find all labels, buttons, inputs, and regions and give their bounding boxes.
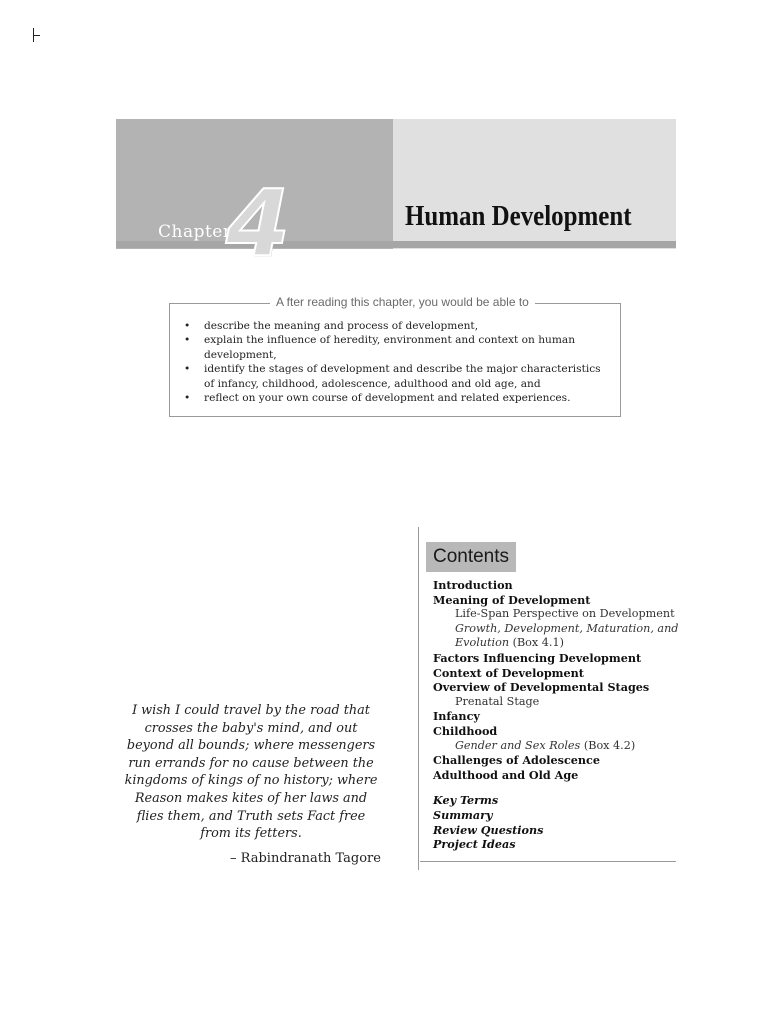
contents-item-infancy[interactable]: Infancy: [433, 709, 480, 724]
epigraph-attribution: [230, 851, 381, 866]
contents-item-prenatal[interactable]: Prenatal Stage: [455, 694, 540, 708]
contents-item-adolescence[interactable]: Challenges of Adolescence: [433, 753, 600, 768]
contents-item-key-terms[interactable]: Key Terms: [433, 793, 499, 808]
chapter-label: Chapter: [158, 222, 232, 242]
bullet-icon: •: [184, 334, 191, 347]
learning-objectives-box: [169, 295, 621, 417]
contents-list: [433, 578, 683, 852]
contents-item-factors[interactable]: Factors Influencing Development: [433, 650, 642, 665]
objective-item: • explain the influence of heredity, environment and context on human development,: [184, 334, 576, 361]
objectives-list: [184, 319, 610, 405]
objective-item: • describe the meaning and process of development,: [184, 320, 479, 332]
attribution-dash: –: [230, 851, 237, 866]
contents-item-review-questions[interactable]: Review Questions: [433, 822, 544, 837]
bullet-icon: •: [184, 320, 191, 332]
bullet-icon: •: [184, 363, 191, 376]
contents-item-meaning[interactable]: Meaning of Development: [433, 592, 591, 607]
contents-item-introduction[interactable]: Introduction: [433, 578, 513, 592]
attribution-author: Rabindranath Tagore: [240, 851, 381, 866]
crop-mark: [32, 28, 42, 42]
objectives-caption: A fter reading this chapter, you would be able to: [270, 295, 535, 309]
objective-item: • identify the stages of development and describe the major characteristics of infancy, childhood, adolescence, adulthood and old age, and: [184, 363, 601, 390]
contents-heading: Contents: [426, 542, 516, 572]
chapter-number: 4: [226, 170, 291, 277]
contents-divider-horizontal: [420, 861, 676, 862]
bullet-icon: •: [184, 392, 191, 405]
contents-item-box-4-1[interactable]: Growth, Development, Maturation, and Evolution (Box 4.1): [455, 621, 679, 650]
header-rule: [116, 241, 676, 248]
chapter-title: Human Development: [405, 200, 632, 232]
contents-divider-vertical: [418, 527, 419, 870]
objective-item: • reflect on your own course of development and related experiences.: [184, 392, 571, 405]
contents-item-childhood[interactable]: Childhood: [433, 723, 498, 738]
contents-item-adulthood[interactable]: Adulthood and Old Age: [433, 767, 579, 782]
contents-item-project-ideas[interactable]: Project Ideas: [433, 837, 516, 852]
contents-item-summary[interactable]: Summary: [433, 807, 493, 822]
contents-item-overview[interactable]: Overview of Developmental Stages: [433, 680, 650, 695]
epigraph-quote: I wish I could travel by the road that crosses the baby's mind, and out beyond all bounds; where messengers run errands for no cause between the kingdoms of kings of no history; where Reason makes kites of her laws and flies them, and Truth sets Fact free from its fetters.: [124, 703, 378, 842]
contents-item-lifespan[interactable]: Life-Span Perspective on Development: [455, 607, 675, 621]
contents-item-context[interactable]: Context of Development: [433, 665, 584, 680]
contents-item-box-4-2[interactable]: Gender and Sex Roles (Box 4.2): [455, 738, 636, 752]
